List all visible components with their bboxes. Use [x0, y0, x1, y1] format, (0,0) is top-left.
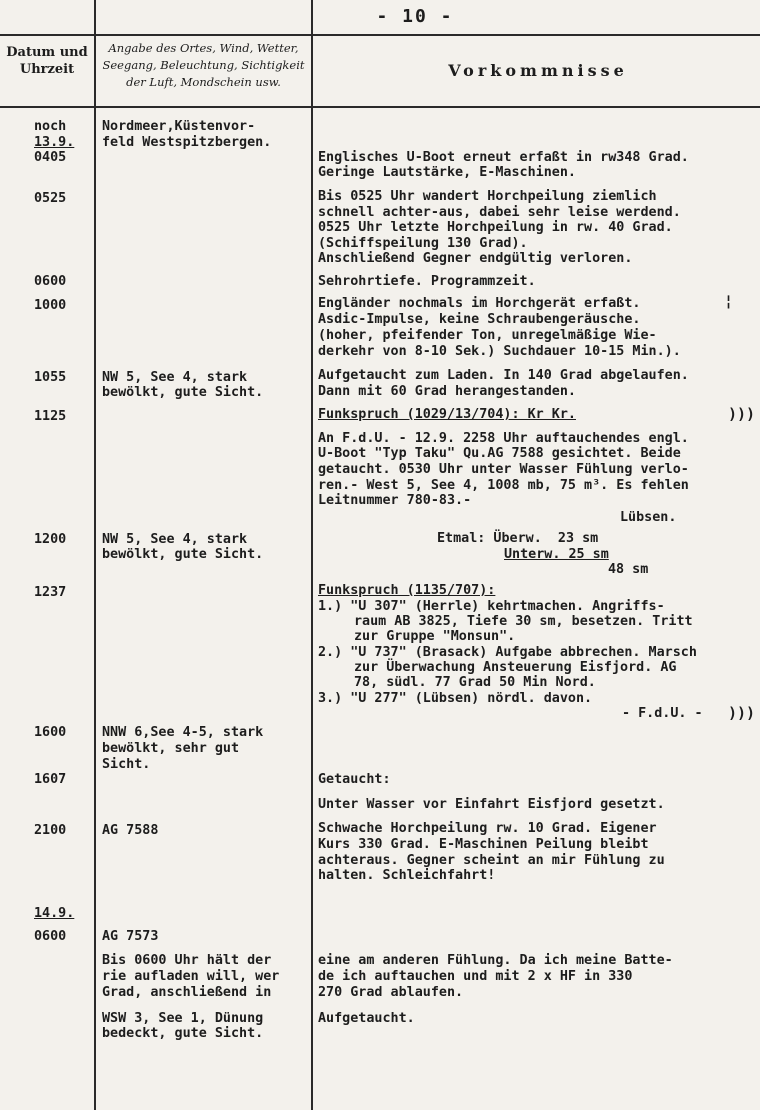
- column-divider-2: [311, 0, 313, 1110]
- header-bottom-rule: [0, 106, 760, 108]
- place-cell: Bis 0600 Uhr hält der: [102, 953, 272, 968]
- event-line: Funkspruch (1029/13/704): Kr Kr.: [318, 407, 576, 422]
- event-line: 0525 Uhr letzte Horchpeilung in rw. 40 Grad.: [318, 220, 673, 235]
- event-line: Unter Wasser vor Einfahrt Eisfjord gesetzt.: [318, 797, 665, 812]
- event-line: halten. Schleichfahrt!: [318, 868, 496, 883]
- column-divider-1: [94, 0, 96, 1110]
- header-location-weather: Angabe des Ortes, Wind, Wetter, Seegang, Beleuchtung, Sichtigkeit der Luft, Mondschein usw.: [102, 41, 305, 89]
- time-cell: 1237: [34, 585, 67, 600]
- event-line: schnell achter-aus, dabei sehr leise werdend.: [318, 205, 681, 220]
- event-line: Geringe Lautstärke, E-Maschinen.: [318, 165, 576, 180]
- time-cell: 1000: [34, 298, 67, 313]
- place-cell: Grad, anschließend in: [102, 985, 272, 1000]
- event-line: Leitnummer 780-83.-: [318, 493, 472, 508]
- event-line: Asdic-Impulse, keine Schraubengeräusche.: [318, 312, 641, 327]
- radio-waves-icon: ))): [728, 704, 756, 722]
- etmal-line: Unterw. 25 sm: [504, 547, 609, 562]
- event-line: 1.) "U 307" (Herrle) kehrtmachen. Angriffs-: [318, 599, 665, 614]
- event-line: de ich auftauchen und mit 2 x HF in 330: [318, 969, 633, 984]
- event-line: Getaucht:: [318, 772, 391, 787]
- header-date-time: Datum und Uhrzeit: [6, 45, 88, 77]
- place-cell: bewölkt, gute Sicht.: [102, 385, 264, 400]
- date-cell: 13.9.: [34, 135, 75, 150]
- time-cell: 0525: [34, 191, 67, 206]
- place-cell: Nordmeer,Küstenvor-: [102, 119, 256, 134]
- place-cell: rie aufladen will, wer: [102, 969, 280, 984]
- event-line: raum AB 3825, Tiefe 30 sm, besetzen. Tritt: [354, 614, 693, 629]
- date-cell: 14.9.: [34, 906, 75, 921]
- place-cell: AG 7573: [102, 929, 159, 944]
- place-cell: feld Westspitzbergen.: [102, 135, 272, 150]
- time-cell: 1125: [34, 409, 67, 424]
- header-top-rule: [0, 34, 760, 36]
- time-cell: 1055: [34, 370, 67, 385]
- signature: - F.d.U. -: [622, 706, 703, 721]
- place-cell: WSW 3, See 1, Dünung: [102, 1011, 264, 1026]
- event-line: eine am anderen Fühlung. Da ich meine Batte-: [318, 953, 673, 968]
- etmal-line: Etmal: Überw. 23 sm: [437, 531, 599, 546]
- event-line: 3.) "U 277" (Lübsen) nördl. davon.: [318, 691, 593, 706]
- event-line: (Schiffspeilung 130 Grad).: [318, 236, 528, 251]
- place-cell: NNW 6,See 4-5, stark: [102, 725, 264, 740]
- time-cell: noch: [34, 119, 67, 134]
- header-events: Vorkommnisse: [448, 61, 628, 80]
- event-line: 78, südl. 77 Grad 50 Min Nord.: [354, 675, 596, 690]
- place-cell: NW 5, See 4, stark: [102, 370, 248, 385]
- time-cell: 1600: [34, 725, 67, 740]
- event-line: ren.- West 5, See 4, 1008 mb, 75 m³. Es fehlen: [318, 478, 689, 493]
- time-cell: 1200: [34, 532, 67, 547]
- event-line: Schwache Horchpeilung rw. 10 Grad. Eigener: [318, 821, 657, 836]
- event-line: An F.d.U. - 12.9. 2258 Uhr auftauchendes engl.: [318, 431, 689, 446]
- event-line: Kurs 330 Grad. E-Maschinen Peilung bleibt: [318, 837, 649, 852]
- margin-bar-mark: ¦: [724, 292, 734, 310]
- event-line: Dann mit 60 Grad herangestanden.: [318, 384, 576, 399]
- event-line: Englisches U-Boot erneut erfaßt in rw348 Grad.: [318, 150, 689, 165]
- event-line: achteraus. Gegner scheint an mir Fühlung zu: [318, 853, 665, 868]
- time-cell: 0600: [34, 274, 67, 289]
- place-cell: bedeckt, gute Sicht.: [102, 1026, 264, 1041]
- time-cell: 0600: [34, 929, 67, 944]
- event-line: zur Überwachung Ansteuerung Eisfjord. AG: [354, 660, 677, 675]
- event-line: derkehr von 8-10 Sek.) Suchdauer 10-15 Min.).: [318, 344, 681, 359]
- time-cell: 1607: [34, 772, 67, 787]
- event-line: Bis 0525 Uhr wandert Horchpeilung ziemlich: [318, 189, 657, 204]
- event-line: Engländer nochmals im Horchgerät erfaßt.: [318, 296, 641, 311]
- event-line: 270 Grad ablaufen.: [318, 985, 464, 1000]
- etmal-total: 48 sm: [608, 562, 649, 577]
- event-line: zur Gruppe "Monsun".: [354, 629, 516, 644]
- event-line: Anschließend Gegner endgültig verloren.: [318, 251, 633, 266]
- radio-waves-icon: ))): [728, 405, 756, 423]
- event-line: getaucht. 0530 Uhr unter Wasser Fühlung verlo-: [318, 462, 689, 477]
- signature: Lübsen.: [620, 510, 677, 525]
- event-line: Aufgetaucht.: [318, 1011, 415, 1026]
- event-line: U-Boot "Typ Taku" Qu.AG 7588 gesichtet. Beide: [318, 446, 681, 461]
- event-line: 2.) "U 737" (Brasack) Aufgabe abbrechen. Marsch: [318, 645, 697, 660]
- event-line: (hoher, pfeifender Ton, unregelmäßige Wie-: [318, 328, 657, 343]
- event-line: Aufgetaucht zum Laden. In 140 Grad abgelaufen.: [318, 368, 689, 383]
- page-number: - 10 -: [376, 6, 454, 27]
- place-cell: Sicht.: [102, 757, 151, 772]
- place-cell: bewölkt, gute Sicht.: [102, 547, 264, 562]
- place-cell: NW 5, See 4, stark: [102, 532, 248, 547]
- event-line: Funkspruch (1135/707):: [318, 583, 496, 598]
- event-line: Sehrohrtiefe. Programmzeit.: [318, 274, 536, 289]
- place-cell: AG 7588: [102, 823, 159, 838]
- place-cell: bewölkt, sehr gut: [102, 741, 240, 756]
- time-cell: 2100: [34, 823, 67, 838]
- time-cell: 0405: [34, 150, 67, 165]
